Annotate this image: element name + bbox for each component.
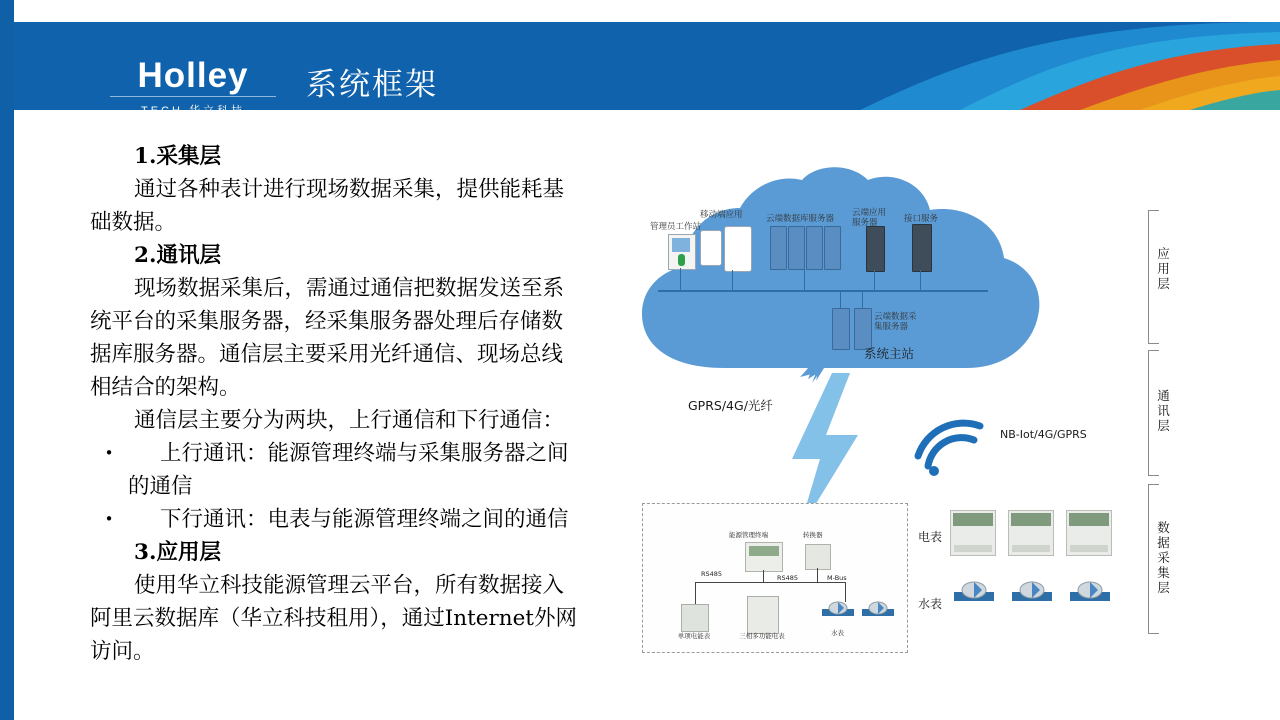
connector-line — [862, 292, 863, 308]
layer-label-char: 通 — [1157, 388, 1170, 403]
connector-line — [920, 270, 921, 291]
label-wireless-media: NB-Iot/4G/GPRS — [1000, 428, 1087, 441]
section-heading-2: 2.通讯层 — [134, 243, 221, 268]
energy-terminal-icon — [745, 542, 783, 572]
label-bus-mbus: M-Bus — [827, 574, 847, 582]
panel-water-meter-icon — [821, 600, 855, 624]
bus-line — [845, 582, 846, 602]
meter-display-icon — [953, 513, 993, 526]
label-water-meter-group: 水表 — [918, 597, 943, 611]
left-accent-bar — [0, 0, 14, 720]
meter-terminal-icon — [954, 545, 992, 552]
db-server-icon-4 — [824, 226, 841, 270]
meter-display-icon — [1069, 513, 1109, 526]
app-server-icon — [866, 226, 885, 272]
layer-label-char: 应 — [1157, 246, 1170, 261]
meter-terminal-icon — [1070, 545, 1108, 552]
connector-line — [840, 292, 841, 308]
electric-meter-icon — [1066, 510, 1112, 556]
db-server-icon-2 — [788, 226, 805, 270]
electric-meter-icon — [950, 510, 996, 556]
layer-label-char: 讯 — [1157, 403, 1170, 418]
label-cloud-database-server: 云端数据库服务器 — [766, 214, 835, 224]
logo-subtext-wrap — [108, 100, 278, 117]
db-server-icon-1 — [770, 226, 787, 270]
bullet-text-downlink: 下行通讯：电表与能源管理终端之间的通信 — [160, 507, 569, 532]
panel-water-meter-icon — [861, 600, 895, 624]
section-body-1: 通过各种表计进行现场数据采集，提供能耗基础数据。 — [90, 177, 565, 235]
section-heading-1: 1.采集层 — [134, 144, 221, 169]
connector-line — [804, 268, 805, 291]
label-energy-terminal: 能源管理终端 — [729, 531, 768, 539]
layer-label-char: 层 — [1157, 580, 1170, 595]
label-three-phase-meter: 三相多功能电表 — [739, 632, 785, 640]
section-body-3: 使用华立科技能源管理云平台，所有数据接入阿里云数据库（华立科技租用），通过Internet外网访问。 — [90, 573, 577, 664]
header-swoosh-decoration — [760, 22, 1280, 110]
page-title: 系统框架 — [306, 67, 438, 103]
meter-terminal-icon — [1012, 545, 1050, 552]
layer-label-communication — [1156, 388, 1171, 433]
slide-header — [14, 22, 1280, 117]
connector-line — [874, 270, 875, 291]
layer-label-char: 用 — [1157, 261, 1170, 276]
single-phase-meter-icon — [681, 604, 709, 632]
workstation-screen-icon — [672, 238, 690, 252]
layer-label-char: 层 — [1157, 276, 1170, 291]
bullet-icon: • — [104, 444, 114, 462]
label-panel-water-meter: 水表 — [831, 629, 844, 637]
bus-line — [763, 570, 764, 582]
layer-label-char: 据 — [1157, 535, 1170, 550]
label-cloud-collector-server: 云端数据采集服务器 — [874, 312, 917, 332]
meter-display-icon — [1011, 513, 1051, 526]
label-converter: 转换器 — [803, 531, 823, 539]
bus-line — [817, 568, 818, 582]
bus-line — [695, 582, 696, 604]
layer-label-char: 采 — [1157, 550, 1170, 565]
logo-divider — [110, 96, 276, 97]
label-mobile-app: 移动端应用 — [700, 210, 743, 220]
system-architecture-diagram — [600, 128, 1260, 688]
logo-subtext: TECH 华立科技 — [141, 105, 245, 117]
bullet-item-uplink — [90, 437, 580, 503]
label-bus-rs485-2: RS485 — [777, 574, 799, 582]
label-interface-service: 接口服务 — [904, 214, 939, 224]
layer-label-char: 集 — [1157, 565, 1170, 580]
label-uplink-media: GPRS/4G/光纤 — [688, 398, 773, 413]
label-electric-meter-group: 电表 — [918, 530, 943, 544]
content-text-column — [90, 140, 580, 668]
section-heading-3: 3.应用层 — [134, 540, 221, 565]
bullet-text-uplink: 上行通讯：能源管理终端与采集服务器之间的通信 — [128, 441, 569, 499]
interface-server-icon — [912, 224, 932, 272]
tablet-device-icon — [724, 226, 752, 272]
cloud-bus-line — [658, 290, 988, 292]
layer-label-char: 数 — [1157, 520, 1170, 535]
company-logo — [108, 58, 278, 93]
db-server-icon-3 — [806, 226, 823, 270]
label-single-phase-meter: 单项电能表 — [677, 632, 711, 640]
three-phase-meter-icon — [747, 596, 779, 634]
bullet-icon: • — [104, 510, 114, 528]
connector-line — [732, 270, 733, 291]
layer-label-char: 层 — [1157, 418, 1170, 433]
section-body-2b: 通信层主要分为两块，上行通信和下行通信： — [134, 408, 565, 433]
bullet-item-downlink — [90, 503, 580, 536]
mobile-device-icon — [700, 230, 722, 266]
label-system-main-station: 系统主站 — [864, 346, 915, 361]
water-meter-icon — [1068, 580, 1112, 610]
connector-line — [680, 268, 681, 291]
field-layer-panel — [642, 503, 908, 653]
converter-icon — [805, 544, 831, 570]
water-meter-icon — [952, 580, 996, 610]
logo-wordmark: Holley — [137, 56, 249, 95]
label-cloud-app-server: 云端应用服务器 — [852, 208, 887, 228]
person-icon — [678, 254, 685, 266]
electric-meter-icon — [1008, 510, 1054, 556]
label-admin-workstation: 管理员工作站 — [650, 222, 702, 232]
wifi-signal-icon — [912, 416, 986, 474]
bus-line — [695, 582, 845, 583]
section-body-2a: 现场数据采集后，需通过通信把数据发送至系统平台的采集服务器，经采集服务器处理后存储数据库服务器。通信层主要采用光纤通信、现场总线相结合的架构。 — [90, 276, 565, 400]
label-bus-rs485-1: RS485 — [701, 570, 723, 578]
layer-label-application — [1156, 246, 1171, 291]
layer-label-data-collection — [1156, 520, 1171, 595]
water-meter-icon — [1010, 580, 1054, 610]
